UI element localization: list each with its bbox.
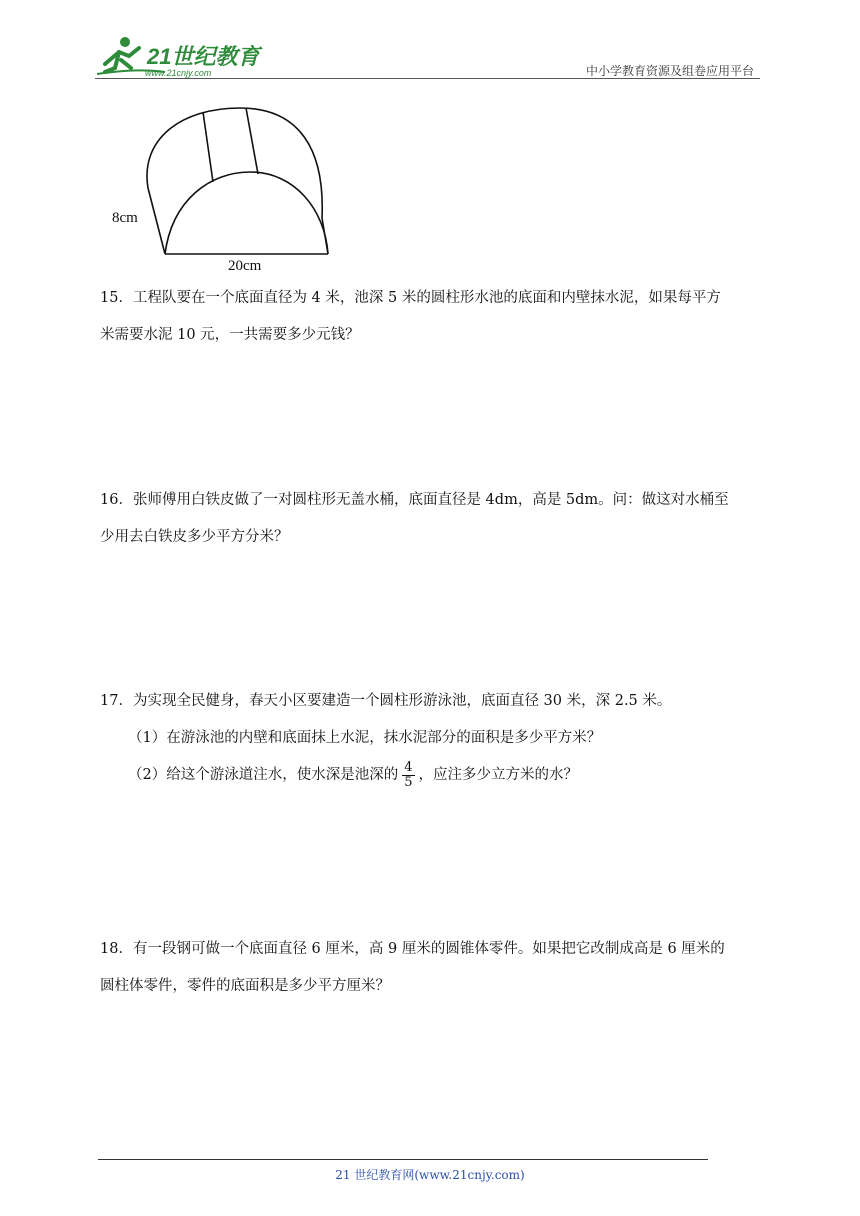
question-line: 17．为实现全民健身，春天小区要建造一个圆柱形游泳池，底面直径 30 米，深 2.5 米。 [100, 693, 672, 709]
half-cylinder-diagram [110, 100, 350, 280]
page-header [95, 28, 760, 80]
question-line: 18．有一段钢可做一个底面直径 6 厘米，高 9 厘米的圆锥体零件。如果把它改制成高是 6 厘米的 [100, 941, 725, 957]
question-15 [100, 280, 762, 354]
half-cylinder-figure [110, 100, 350, 280]
question-line: 米需要水泥 10 元，一共需要多少元钱？ [100, 327, 360, 343]
header-divider [95, 78, 760, 79]
svg-text:www.21cnjy.com: www.21cnjy.com [145, 68, 212, 78]
question-16 [100, 482, 762, 556]
footer-text[interactable]: 21 世纪教育网(www.21cnjy.com) [335, 1168, 525, 1182]
sub-question-2: （2）给这个游泳道注水，使水深是池深的 $\frac{4}{5}$ ，应注多少立方米的水？ [128, 759, 579, 790]
height-label: 8cm [112, 210, 138, 226]
fraction: $\frac{4}{5}$ [404, 759, 413, 790]
question-17 [100, 683, 762, 794]
question-line: 15．工程队要在一个底面直径为 4 米，池深 5 米的圆柱形水池的底面和内壁抹水泥，如果每平方 [100, 290, 721, 306]
question-line: 16．张师傅用白铁皮做了一对圆柱形无盖水桶，底面直径是 4dm，高是 5dm。问：做这对水桶至 [100, 492, 729, 508]
footer-divider [98, 1159, 708, 1160]
question-line: 少用去白铁皮多少平方分米？ [100, 529, 289, 545]
width-label: 20cm [228, 258, 262, 274]
svg-text:21世纪教育: 21世纪教育 [147, 44, 260, 69]
sub-question-1: （1）在游泳池的内壁和底面抹上水泥，抹水泥部分的面积是多少平方米？ [128, 730, 602, 746]
site-logo[interactable] [95, 34, 265, 78]
runner-logo-icon [95, 34, 265, 78]
platform-name: 中小学教育资源及组卷应用平台 [585, 64, 754, 78]
question-line: 圆柱体零件，零件的底面积是多少平方厘米？ [100, 978, 390, 994]
question-18 [100, 931, 762, 1005]
